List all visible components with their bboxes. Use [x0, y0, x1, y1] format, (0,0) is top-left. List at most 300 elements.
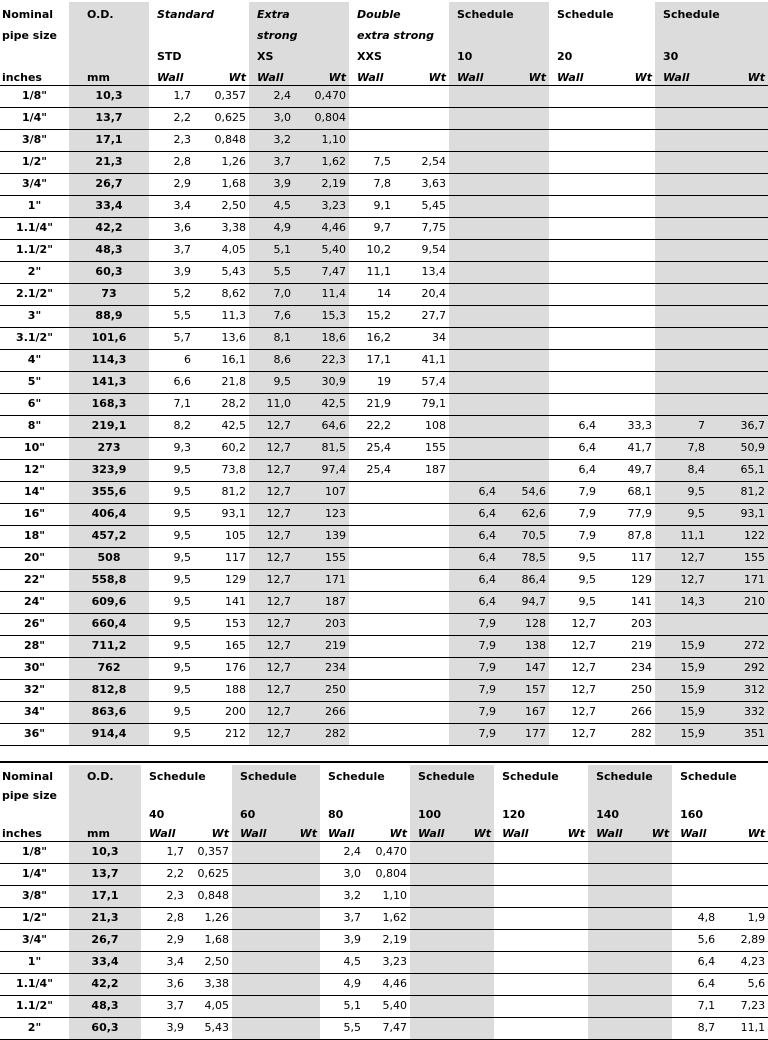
cell-wt — [499, 85, 549, 107]
cell-wt: 2,54 — [394, 151, 449, 173]
cell-wall — [410, 863, 450, 885]
cell-wall — [655, 107, 708, 129]
cell-wt: 234 — [294, 657, 349, 679]
cell-wt: 65,1 — [708, 459, 768, 481]
cell-wall — [655, 613, 708, 635]
cell-wall — [410, 907, 450, 929]
cell-wall: 3,9 — [149, 261, 194, 283]
table-row — [0, 929, 768, 951]
table-row — [0, 283, 768, 305]
header-row — [0, 822, 768, 841]
cell-size: 26" — [0, 613, 69, 635]
cell-wt: 234 — [599, 657, 655, 679]
cell-wall — [449, 305, 499, 327]
cell-wt — [630, 973, 672, 995]
cell-wall — [232, 1017, 278, 1039]
cell-wall: 9,5 — [149, 569, 194, 591]
cell-wall — [349, 657, 394, 679]
cell-wall — [549, 305, 599, 327]
table-row — [0, 151, 768, 173]
cell-wall — [349, 635, 394, 657]
cell-wt: 34 — [394, 327, 449, 349]
cell-wall: 9,3 — [149, 437, 194, 459]
cell-wt: 282 — [294, 723, 349, 745]
header-wt: Wt — [450, 822, 494, 841]
cell-wt — [450, 841, 494, 863]
cell-wt — [708, 393, 768, 415]
cell-od: 13,7 — [69, 107, 149, 129]
cell-wt — [599, 129, 655, 151]
cell-wt: 7,47 — [364, 1017, 410, 1039]
cell-wt — [599, 173, 655, 195]
cell-wt — [499, 459, 549, 481]
cell-wall — [494, 1017, 542, 1039]
cell-wall: 17,1 — [349, 349, 394, 371]
cell-size: 10" — [0, 437, 69, 459]
cell-od: 762 — [69, 657, 149, 679]
cell-wall — [349, 503, 394, 525]
cell-wall: 6,4 — [449, 591, 499, 613]
table-row — [0, 349, 768, 371]
cell-wt: 57,4 — [394, 371, 449, 393]
cell-wall: 6,4 — [549, 459, 599, 481]
cell-wall: 4,5 — [249, 195, 294, 217]
cell-wt — [394, 569, 449, 591]
cell-wall — [494, 863, 542, 885]
cell-wt — [718, 841, 768, 863]
cell-wall — [410, 973, 450, 995]
cell-wall: 7,6 — [249, 305, 294, 327]
cell-wall: 7,9 — [449, 613, 499, 635]
cell-wall: 5,1 — [249, 239, 294, 261]
cell-wt — [599, 349, 655, 371]
cell-wt: 250 — [599, 679, 655, 701]
table-row — [0, 723, 768, 745]
cell-od: 406,4 — [69, 503, 149, 525]
cell-wt — [599, 393, 655, 415]
cell-wall — [588, 1017, 630, 1039]
cell-wall — [449, 371, 499, 393]
cell-wall — [549, 349, 599, 371]
cell-wall: 5,6 — [672, 929, 718, 951]
cell-wall: 9,5 — [149, 591, 194, 613]
cell-wall: 7,1 — [149, 393, 194, 415]
header-row — [0, 22, 768, 43]
cell-wall: 12,7 — [249, 569, 294, 591]
cell-wall: 6,4 — [672, 951, 718, 973]
cell-wt — [708, 195, 768, 217]
cell-od: 48,3 — [69, 239, 149, 261]
cell-wt: 41,7 — [599, 437, 655, 459]
header-wt: Wt — [294, 64, 349, 85]
cell-size: 20" — [0, 547, 69, 569]
cell-wall — [349, 85, 394, 107]
cell-wall — [655, 195, 708, 217]
table-row — [0, 129, 768, 151]
cell-wall: 6,4 — [549, 415, 599, 437]
header-group-3: Schedule — [449, 2, 549, 22]
cell-wt — [499, 437, 549, 459]
cell-size: 8" — [0, 415, 69, 437]
cell-wall: 12,7 — [549, 679, 599, 701]
cell-wt: 20,4 — [394, 283, 449, 305]
header-wt: Wt — [187, 822, 232, 841]
cell-wt — [708, 371, 768, 393]
cell-wall: 3,7 — [141, 995, 187, 1017]
cell-wall: 15,9 — [655, 635, 708, 657]
table-row — [0, 217, 768, 239]
table-row — [0, 85, 768, 107]
cell-wall: 12,7 — [655, 569, 708, 591]
cell-size: 3" — [0, 305, 69, 327]
cell-wall: 8,4 — [655, 459, 708, 481]
cell-wall: 3,2 — [249, 129, 294, 151]
cell-wall: 9,5 — [149, 547, 194, 569]
cell-wall — [410, 1017, 450, 1039]
table-row — [0, 679, 768, 701]
cell-od: 10,3 — [69, 85, 149, 107]
cell-wall — [449, 349, 499, 371]
cell-wt — [542, 973, 588, 995]
header-wall: Wall — [141, 822, 187, 841]
cell-wt: 219 — [294, 635, 349, 657]
cell-wt: 49,7 — [599, 459, 655, 481]
cell-wall — [449, 283, 499, 305]
cell-wt — [450, 885, 494, 907]
cell-wt — [499, 393, 549, 415]
cell-wt — [708, 349, 768, 371]
cell-wt: 129 — [194, 569, 249, 591]
cell-wall — [588, 885, 630, 907]
cell-wt: 7,47 — [294, 261, 349, 283]
table-row — [0, 569, 768, 591]
cell-wall: 11,1 — [349, 261, 394, 283]
cell-wall — [655, 305, 708, 327]
cell-wt: 0,625 — [194, 107, 249, 129]
cell-wall — [655, 283, 708, 305]
header-od — [69, 803, 141, 822]
header-group-5 — [588, 784, 672, 803]
header-od — [69, 22, 149, 43]
cell-wt: 5,43 — [194, 261, 249, 283]
table-row — [0, 841, 768, 863]
cell-wall: 9,5 — [149, 657, 194, 679]
cell-size: 1/2" — [0, 151, 69, 173]
cell-wt: 200 — [194, 701, 249, 723]
cell-wall — [588, 995, 630, 1017]
cell-wt — [542, 841, 588, 863]
header-group-0: STD — [157, 50, 182, 63]
header-group-4 — [549, 22, 655, 43]
cell-wall: 6,4 — [449, 481, 499, 503]
table-row — [0, 393, 768, 415]
cell-wall — [449, 129, 499, 151]
table-row — [0, 525, 768, 547]
cell-wt: 108 — [394, 415, 449, 437]
cell-wall — [449, 437, 499, 459]
cell-wall — [410, 995, 450, 1017]
cell-wall: 8,1 — [249, 327, 294, 349]
cell-wt — [708, 327, 768, 349]
header-group-5: Schedule — [588, 765, 672, 784]
header-group-1: strong — [249, 22, 349, 43]
cell-wt — [278, 995, 320, 1017]
table-separator — [0, 761, 768, 763]
cell-wt: 107 — [294, 481, 349, 503]
cell-wall: 3,7 — [320, 907, 364, 929]
cell-size: 16" — [0, 503, 69, 525]
cell-wt — [630, 929, 672, 951]
cell-wt: 0,357 — [187, 841, 232, 863]
cell-wt: 141 — [194, 591, 249, 613]
cell-wall: 5,5 — [249, 261, 294, 283]
cell-wt: 272 — [708, 635, 768, 657]
header-od — [69, 43, 149, 64]
header-wall: Wall — [349, 64, 394, 85]
cell-size: 3/8" — [0, 129, 69, 151]
cell-wall — [349, 569, 394, 591]
cell-wt — [450, 973, 494, 995]
cell-od: 10,3 — [69, 841, 141, 863]
cell-od: 711,2 — [69, 635, 149, 657]
header-wall: Wall — [232, 822, 278, 841]
cell-wall: 11,0 — [249, 393, 294, 415]
cell-wall — [232, 951, 278, 973]
cell-wall: 5,7 — [149, 327, 194, 349]
cell-size: 24" — [0, 591, 69, 613]
cell-od: 33,4 — [69, 195, 149, 217]
cell-size: 14" — [0, 481, 69, 503]
cell-size: 32" — [0, 679, 69, 701]
cell-wt: 266 — [294, 701, 349, 723]
cell-wall: 9,5 — [149, 679, 194, 701]
cell-wall — [232, 973, 278, 995]
cell-wall: 6,4 — [672, 973, 718, 995]
cell-wall: 3,0 — [320, 863, 364, 885]
cell-wall — [349, 591, 394, 613]
cell-wt: 171 — [294, 569, 349, 591]
table-row — [0, 503, 768, 525]
cell-wt: 123 — [294, 503, 349, 525]
cell-wall — [349, 701, 394, 723]
cell-wt: 60,2 — [194, 437, 249, 459]
cell-wall — [449, 393, 499, 415]
cell-wt — [708, 129, 768, 151]
cell-wall: 14 — [349, 283, 394, 305]
cell-wt — [394, 591, 449, 613]
cell-wt: 5,45 — [394, 195, 449, 217]
cell-od: 60,3 — [69, 261, 149, 283]
cell-wall: 12,7 — [249, 503, 294, 525]
cell-wall: 3,6 — [141, 973, 187, 995]
cell-wall: 7,8 — [655, 437, 708, 459]
cell-wt: 0,804 — [364, 863, 410, 885]
header-group-4: Schedule — [557, 8, 614, 21]
cell-wt: 3,63 — [394, 173, 449, 195]
cell-wall: 9,5 — [249, 371, 294, 393]
cell-wt — [278, 907, 320, 929]
cell-wall — [494, 907, 542, 929]
header-row — [0, 43, 768, 64]
header-group-5: Schedule — [655, 2, 768, 22]
cell-wt — [394, 657, 449, 679]
cell-wall — [655, 327, 708, 349]
cell-wt — [630, 951, 672, 973]
cell-wt: 81,2 — [708, 481, 768, 503]
cell-wall: 14,3 — [655, 591, 708, 613]
cell-wall: 8,6 — [249, 349, 294, 371]
cell-wt: 129 — [599, 569, 655, 591]
table-row — [0, 195, 768, 217]
cell-wall — [449, 217, 499, 239]
cell-wt — [499, 371, 549, 393]
cell-wall: 9,5 — [549, 591, 599, 613]
cell-wt — [542, 885, 588, 907]
cell-wall: 3,4 — [141, 951, 187, 973]
cell-wt: 105 — [194, 525, 249, 547]
cell-size: 2" — [0, 1017, 69, 1039]
header-wall: Wall — [655, 64, 708, 85]
cell-wall: 2,8 — [141, 907, 187, 929]
cell-wt: 1,10 — [364, 885, 410, 907]
cell-wall: 3,9 — [141, 1017, 187, 1039]
cell-wall — [549, 327, 599, 349]
cell-wall: 9,5 — [549, 547, 599, 569]
cell-size: 3.1/2" — [0, 327, 69, 349]
cell-wall — [449, 415, 499, 437]
header-wall: Wall — [449, 64, 499, 85]
cell-wall: 8,7 — [672, 1017, 718, 1039]
cell-od: 42,2 — [69, 217, 149, 239]
cell-wall — [449, 261, 499, 283]
cell-wall: 4,9 — [320, 973, 364, 995]
cell-wt: 155 — [708, 547, 768, 569]
header-wt: Wt — [542, 822, 588, 841]
table-row — [0, 459, 768, 481]
header-od: O.D. — [69, 765, 141, 784]
cell-wall — [494, 995, 542, 1017]
header-group-2: Schedule — [328, 770, 385, 783]
header-group-3 — [410, 784, 494, 803]
header-group-4: Schedule — [502, 770, 559, 783]
cell-wall — [588, 907, 630, 929]
cell-wt — [599, 371, 655, 393]
cell-wall — [410, 885, 450, 907]
cell-wt: 9,54 — [394, 239, 449, 261]
header-wt: Wt — [394, 64, 449, 85]
cell-wt: 54,6 — [499, 481, 549, 503]
cell-wt: 171 — [708, 569, 768, 591]
cell-wall: 7 — [655, 415, 708, 437]
cell-wall: 12,7 — [549, 635, 599, 657]
cell-wt — [278, 951, 320, 973]
cell-size: 2.1/2" — [0, 283, 69, 305]
header-wt: Wt — [599, 64, 655, 85]
cell-wt — [542, 907, 588, 929]
cell-wall: 4,9 — [249, 217, 294, 239]
cell-wall — [549, 195, 599, 217]
cell-wt: 165 — [194, 635, 249, 657]
header-row — [0, 784, 768, 803]
cell-wt — [499, 217, 549, 239]
table-row — [0, 951, 768, 973]
header-group-4: 120 — [502, 808, 526, 821]
cell-wt: 203 — [294, 613, 349, 635]
cell-wall — [672, 841, 718, 863]
cell-wt — [718, 863, 768, 885]
cell-wt: 176 — [194, 657, 249, 679]
cell-size: 36" — [0, 723, 69, 745]
cell-size: 18" — [0, 525, 69, 547]
cell-size: 12" — [0, 459, 69, 481]
cell-wall: 12,7 — [249, 591, 294, 613]
cell-wall — [449, 173, 499, 195]
header-size: Nominal — [2, 8, 54, 21]
cell-wt: 94,7 — [499, 591, 549, 613]
cell-wt — [599, 327, 655, 349]
cell-wt: 139 — [294, 525, 349, 547]
cell-wt: 187 — [294, 591, 349, 613]
cell-wt: 50,9 — [708, 437, 768, 459]
cell-wall — [349, 525, 394, 547]
header-group-0 — [141, 784, 232, 803]
header-group-6: Schedule — [680, 770, 737, 783]
cell-wall: 3,9 — [249, 173, 294, 195]
cell-wall — [349, 481, 394, 503]
cell-wall — [449, 85, 499, 107]
cell-wt — [499, 305, 549, 327]
cell-wt: 62,6 — [499, 503, 549, 525]
cell-wt — [542, 863, 588, 885]
header-size: inches — [0, 822, 69, 841]
cell-wt — [394, 525, 449, 547]
cell-wt: 36,7 — [708, 415, 768, 437]
cell-wall: 1,7 — [141, 841, 187, 863]
cell-wt: 0,470 — [294, 85, 349, 107]
cell-wt: 117 — [194, 547, 249, 569]
header-od: mm — [69, 822, 141, 841]
cell-wt: 4,46 — [294, 217, 349, 239]
table-row — [0, 591, 768, 613]
header-wall: Wall — [549, 64, 599, 85]
cell-size: 3/4" — [0, 929, 69, 951]
cell-wall — [549, 371, 599, 393]
header-wt: Wt — [278, 822, 320, 841]
cell-wt: 250 — [294, 679, 349, 701]
cell-wt: 27,7 — [394, 305, 449, 327]
cell-od: 323,9 — [69, 459, 149, 481]
cell-od: 273 — [69, 437, 149, 459]
cell-od: 26,7 — [69, 173, 149, 195]
cell-wall: 16,2 — [349, 327, 394, 349]
cell-od: 508 — [69, 547, 149, 569]
cell-wt: 167 — [499, 701, 549, 723]
cell-wt: 41,1 — [394, 349, 449, 371]
cell-od: 42,2 — [69, 973, 141, 995]
cell-wt: 128 — [499, 613, 549, 635]
cell-wt — [630, 1017, 672, 1039]
cell-wt: 138 — [499, 635, 549, 657]
header-wall: Wall — [672, 822, 718, 841]
cell-wall — [449, 151, 499, 173]
cell-wall — [588, 929, 630, 951]
header-od: O.D. — [69, 2, 149, 22]
table-row — [0, 701, 768, 723]
cell-wall: 12,7 — [249, 679, 294, 701]
cell-wt: 97,4 — [294, 459, 349, 481]
cell-size: 1.1/4" — [0, 217, 69, 239]
header-wall: Wall — [588, 822, 630, 841]
